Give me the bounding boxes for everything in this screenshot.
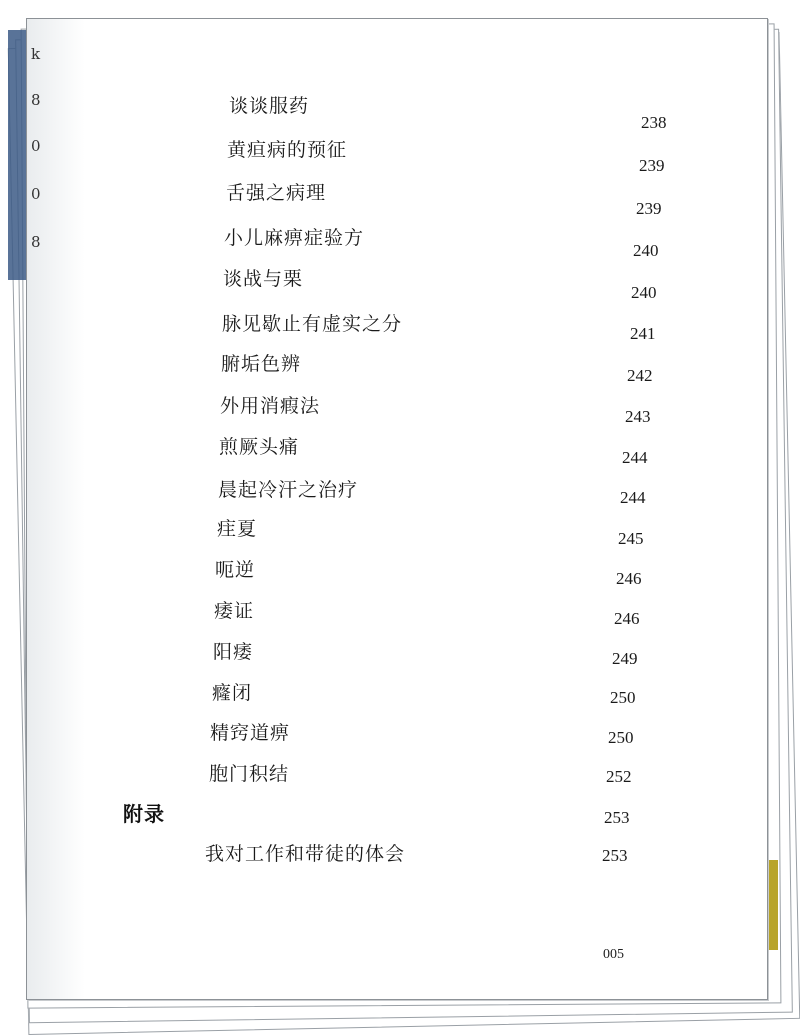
toc-entry-title: 癃闭 [212,682,253,704]
toc-entry-page: 245 [618,529,644,548]
toc-entry-page: 243 [625,407,651,426]
toc-entry-title: 精窍道痹 [210,722,291,744]
appendix-entry-title: 我对工作和带徒的体会 [205,843,406,865]
toc-entry-page: 241 [630,324,656,343]
toc-entry-page: 252 [606,767,632,786]
appendix-heading: 附录 [123,802,165,826]
edge-glyph: 8 [31,91,41,109]
toc-entry-title: 黄疸病的预征 [227,139,348,161]
page-folio: 005 [603,947,624,962]
cover-edge-right [768,860,778,950]
toc-entry-page: 244 [622,448,648,467]
toc-entry-page: 238 [641,113,667,132]
toc-entry-title: 舌强之病理 [226,182,327,204]
toc-entry-page: 244 [620,488,646,507]
toc-entry-title: 胞门积结 [209,763,290,785]
toc-entry-page: 249 [612,649,638,668]
toc-entry-title: 煎厥头痛 [219,436,300,458]
toc-entry-title: 痿证 [214,600,255,622]
toc-entry-page: 242 [627,366,653,385]
toc-entry-title: 晨起冷汗之治疗 [218,479,359,501]
toc-entry-page: 250 [610,688,636,707]
edge-glyph: k [31,45,41,63]
appendix-entry-page: 253 [602,846,628,865]
toc-entry-title: 小儿麻痹症验方 [224,227,365,249]
toc-entry-title: 谈战与栗 [223,268,304,290]
toc-entry-title: 外用消瘕法 [220,395,321,417]
cover-edge-left [8,30,26,280]
toc-entry-page: 246 [616,569,642,588]
toc-entry-title: 疰夏 [217,518,258,540]
toc-entry-title: 腑垢色辨 [221,353,302,375]
toc-entry-page: 246 [614,609,640,628]
edge-glyph: 0 [31,185,41,203]
toc-entry-page: 239 [639,156,665,175]
edge-glyph: 8 [31,233,41,251]
toc-page [26,18,768,1000]
edge-glyph: 0 [31,137,41,155]
spine-shadow [27,19,85,999]
toc-entry-page: 240 [631,283,657,302]
toc-entry-title: 阳痿 [213,641,254,663]
toc-entry-page: 240 [633,241,659,260]
appendix-page: 253 [604,808,630,827]
toc-entry-title: 谈谈服药 [229,95,310,117]
toc-entry-page: 250 [608,728,634,747]
toc-entry-title: 呃逆 [215,559,256,581]
toc-entry-page: 239 [636,199,662,218]
toc-entry-title: 脉见歇止有虚实之分 [222,313,403,335]
